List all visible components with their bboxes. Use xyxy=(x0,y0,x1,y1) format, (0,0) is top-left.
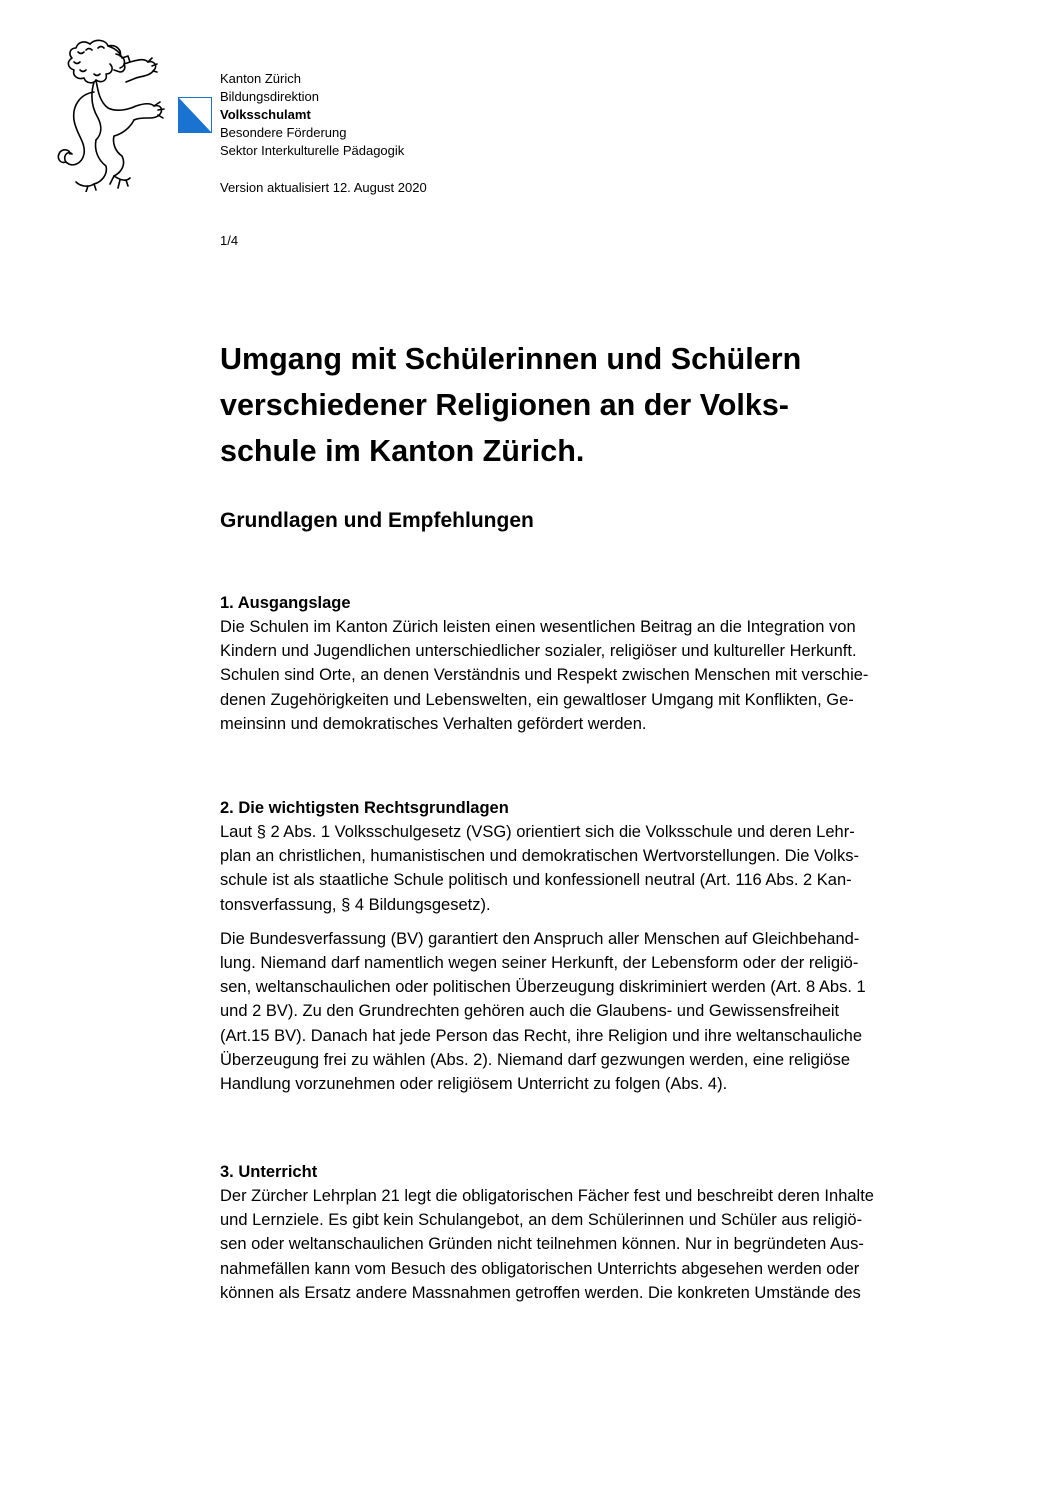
text-line: sen oder weltanschaulichen Gründen nicht teilnehmen können. Nur in begründeten Aus- xyxy=(220,1235,864,1254)
text-line: nahmefällen kann vom Besuch des obligatorischen Unterrichts abgesehen werden oder xyxy=(220,1259,860,1278)
text-line: lung. Niemand darf namentlich wegen seiner Herkunft, der Lebensform oder der religiö- xyxy=(220,954,859,973)
kanton-zuerich-lion-logo-icon xyxy=(50,36,168,192)
title-line: verschiedener Religionen an der Volks- xyxy=(220,388,789,422)
paragraph xyxy=(220,615,970,736)
section-heading: 2. Die wichtigsten Rechtsgrundlagen xyxy=(220,799,509,817)
paragraph xyxy=(220,927,970,1096)
header-division: Besondere Förderung xyxy=(220,125,347,140)
text-line: tonsverfassung, § 4 Bildungsgesetz). xyxy=(220,895,491,914)
section-unterricht xyxy=(220,1160,970,1305)
text-line: Laut § 2 Abs. 1 Volksschulgesetz (VSG) orientiert sich die Volksschule und deren Lehr- xyxy=(220,823,855,841)
text-line: Die Bundesverfassung (BV) garantiert den Anspruch aller Menschen auf Gleichbehand- xyxy=(220,929,860,948)
text-line: und Lernziele. Es gibt kein Schulangebot, an dem Schülerinnen und Schüler aus religiö- xyxy=(220,1211,863,1230)
kanton-wappen-icon xyxy=(178,97,212,133)
text-line: und 2 BV). Zu den Grundrechten gehören auch die Glaubens- und Gewissensfreiheit xyxy=(220,1002,840,1021)
text-line: denen Zugehörigkeiten und Lebenswelten, ein gewaltloser Umgang mit Konflikten, Ge- xyxy=(220,690,854,709)
text-line: Die Schulen im Kanton Zürich leisten einen wesentlichen Beitrag an die Integration von xyxy=(220,618,856,636)
section-ausgangslage xyxy=(220,591,970,736)
text-line: sen, weltanschaulichen oder politischen Überzeugung diskriminiert werden (Art. 8 Abs. 1 xyxy=(220,978,866,997)
text-line: Handlung vorzunehmen oder religiösem Unterricht zu folgen (Abs. 4). xyxy=(220,1075,728,1094)
title-line: Umgang mit Schülerinnen und Schülern xyxy=(220,342,802,376)
section-rechtsgrundlagen xyxy=(220,796,970,1096)
text-line: plan an christlichen, humanistischen und demokratischen Wertvorstellungen. Die Volks- xyxy=(220,847,859,866)
document-title xyxy=(220,336,940,474)
section-heading: 1. Ausgangslage xyxy=(220,594,351,612)
header-office: Volksschulamt xyxy=(220,107,311,122)
text-line: Der Zürcher Lehrplan 21 legt die obligatorischen Fächer fest und beschreibt deren Inhalte xyxy=(220,1187,874,1205)
text-line: können als Ersatz andere Massnahmen getroffen werden. Die konkreten Umstände des xyxy=(220,1283,861,1302)
text-line: (Art.15 BV). Danach hat jede Person das Recht, ihre Religion und ihre weltanschauliche xyxy=(220,1026,863,1045)
sender-block xyxy=(220,70,404,160)
page-number: 1/4 xyxy=(220,233,239,248)
paragraph xyxy=(220,1184,970,1305)
version-date: Version aktualisiert 12. August 2020 xyxy=(220,180,427,195)
text-line: schule ist als staatliche Schule politisch und konfessionell neutral (Art. 116 Abs. 2 Kan- xyxy=(220,871,852,890)
section-heading: 3. Unterricht xyxy=(220,1163,318,1181)
title-line: schule im Kanton Zürich. xyxy=(220,434,585,468)
text-line: Überzeugung frei zu wählen (Abs. 2). Niemand darf gezwungen werden, eine religiöse xyxy=(220,1050,851,1069)
header-sector: Sektor Interkulturelle Pädagogik xyxy=(220,143,405,158)
text-line: Kindern und Jugendlichen unterschiedlicher sozialer, religiöser und kultureller Herkunft. xyxy=(220,642,857,661)
document-subtitle: Grundlagen und Empfehlungen xyxy=(220,509,534,532)
header-department: Bildungsdirektion xyxy=(220,89,320,104)
text-line: meinsinn und demokratisches Verhalten gefördert werden. xyxy=(220,714,647,733)
header-canton: Kanton Zürich xyxy=(220,71,301,86)
paragraph xyxy=(220,820,970,917)
text-line: Schulen sind Orte, an denen Verständnis und Respekt zwischen Menschen mit verschie- xyxy=(220,666,869,685)
